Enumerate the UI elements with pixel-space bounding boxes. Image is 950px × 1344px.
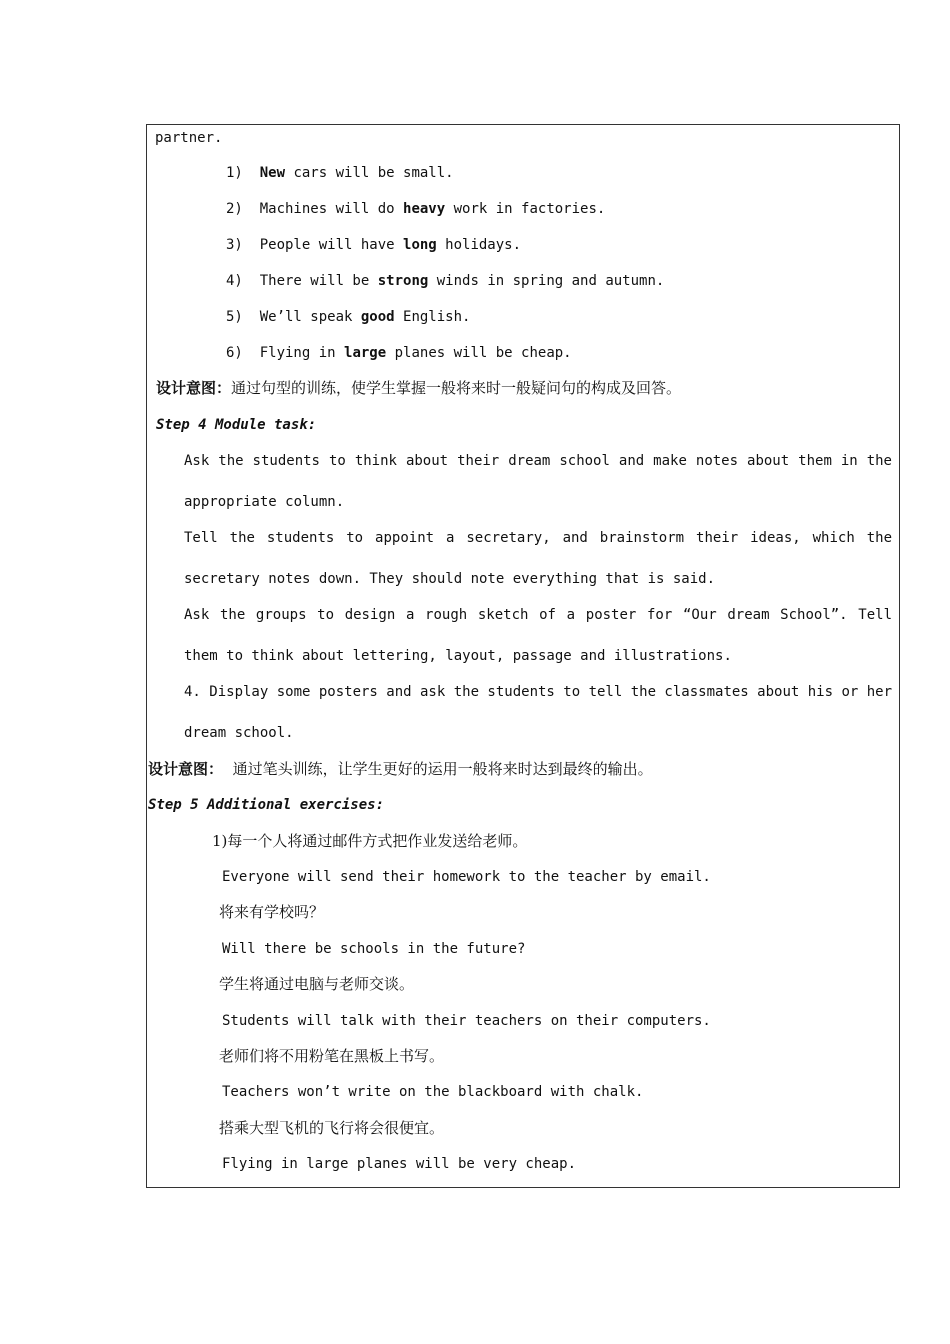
exercise-1-en: Everyone will send their homework to the teacher by email. (222, 869, 711, 885)
exercise-3-en: Students will talk with their teachers on their computers. (222, 1013, 711, 1029)
sentence-number: 4) (226, 273, 243, 289)
exercise-4-en: Teachers won’t write on the blackboard with chalk. (222, 1084, 644, 1100)
design-intent-label: 设计意图： (148, 760, 224, 778)
step4-paragraph-4b: dream school. (184, 725, 294, 741)
step4-title: Step 4 Module task: (156, 417, 317, 433)
exercise-2-en: Will there be schools in the future? (222, 941, 526, 957)
sentence-2: 2) Machines will do heavy work in factories. (226, 201, 606, 217)
exercise-4-cn: 老师们将不用粉笔在黑板上书写。 (219, 1047, 445, 1065)
design-intent-1: 设计意图：通过句型的训练，使学生掌握一般将来时一般疑问句的构成及回答。 (156, 379, 682, 397)
design-intent-label: 设计意图： (156, 379, 232, 397)
sentence-number: 1) (226, 165, 243, 181)
exercise-1-cn: 1)每一个人将通过邮件方式把作业发送给老师。 (212, 832, 528, 850)
bold-word: long (403, 237, 437, 253)
design-intent-2: 设计意图： 通过笔头训练，让学生更好的运用一般将来时达到最终的输出。 (148, 760, 653, 778)
step4-paragraph-1b: appropriate column. (184, 494, 345, 510)
exercise-3-cn: 学生将通过电脑与老师交谈。 (219, 975, 415, 993)
exercise-2-cn: 将来有学校吗？ (219, 903, 325, 921)
sentence-6: 6) Flying in large planes will be cheap. (226, 345, 572, 361)
exercise-5-cn: 搭乘大型飞机的飞行将会很便宜。 (219, 1119, 445, 1137)
sentence-number: 5) (226, 309, 243, 325)
sentence-number: 6) (226, 345, 243, 361)
step4-paragraph-2a: Tell the students to appoint a secretary, and brainstorm their ideas, which the (184, 530, 892, 546)
step4-paragraph-1a: Ask the students to think about their dream school and make notes about them in the (184, 453, 892, 469)
partner-line: partner. (155, 130, 223, 146)
bold-word: good (360, 309, 395, 325)
sentence-3: 3) People will have long holidays. (226, 237, 522, 253)
bold-word: heavy (403, 201, 446, 217)
step4-paragraph-4a: 4. Display some posters and ask the students to tell the classmates about his or her (184, 684, 893, 700)
step4-paragraph-3b: them to think about lettering, layout, passage and illustrations. (184, 648, 732, 664)
sentence-number: 3) (226, 237, 243, 253)
step4-paragraph-2b: secretary notes down. They should note everything that is said. (184, 571, 716, 587)
bold-word: large (344, 345, 387, 361)
step5-title: Step 5 Additional exercises: (148, 797, 385, 813)
sentence-4: 4) There will be strong winds in spring and autumn. (226, 273, 665, 289)
bold-word: strong (377, 273, 429, 289)
exercise-5-en: Flying in large planes will be very cheap. (222, 1156, 577, 1172)
sentence-1: 1) New cars will be small. (226, 165, 454, 181)
sentence-5: 5) We’ll speak good English. (226, 309, 471, 325)
step4-paragraph-3a: Ask the groups to design a rough sketch of a poster for “Our dream School”. Tell (184, 607, 892, 623)
bold-word: New (259, 165, 286, 181)
sentence-number: 2) (226, 201, 243, 217)
